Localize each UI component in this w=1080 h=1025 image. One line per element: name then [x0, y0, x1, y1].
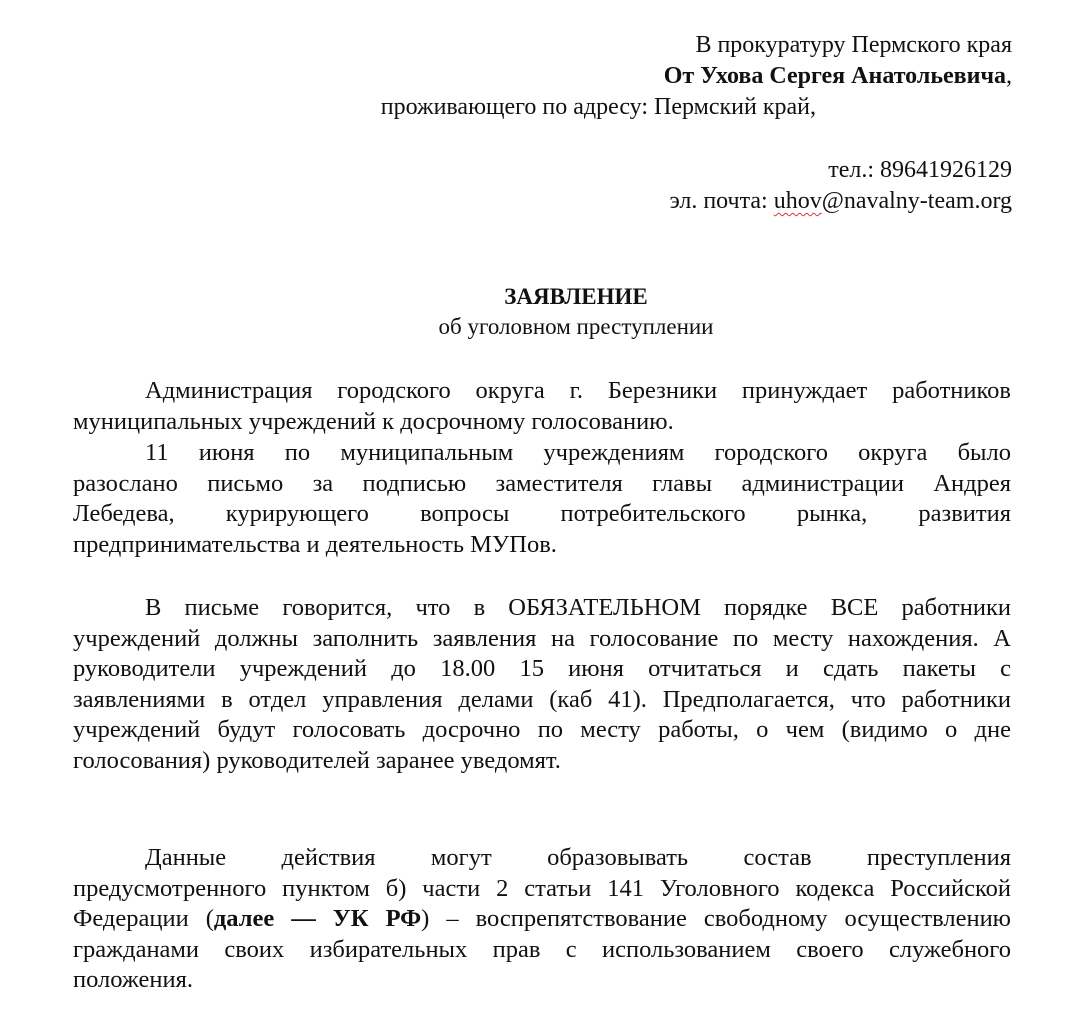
paragraph-4 [73, 843, 1011, 996]
legal-text: Федерации ( [73, 905, 214, 932]
address-line: проживающего по адресу: Пермский край, [380, 94, 816, 120]
document-title: ЗАЯВЛЕНИЕ [504, 284, 648, 309]
paragraph-line: Данные действия могут образовывать состав преступления [145, 844, 1011, 871]
document-subtitle: об уголовном преступлении [438, 314, 714, 339]
sender-comma: , [1006, 63, 1012, 89]
legal-abbreviation: далее — УК РФ [213, 905, 422, 932]
email-label: эл. почта: [669, 188, 774, 214]
paragraph-line: заявлениями в отдел управления делами (каб 41). Предполагается, что работники [73, 685, 1011, 713]
email-line [669, 186, 1012, 216]
paragraph-line: разослано письмо за подписью заместителя главы администрации Андрея [73, 469, 1011, 497]
paragraph-line: муниципальных учреждений к досрочному голосованию. [73, 407, 674, 435]
recipient-line: В прокуратуру Пермского края [695, 32, 1012, 58]
sender-line [664, 61, 1012, 91]
paragraph-line: предусмотренного пунктом б) части 2 статьи 141 Уголовного кодекса Российской [73, 874, 1011, 902]
phone-line: тел.: 89641926129 [828, 157, 1012, 183]
paragraph-line: голосования) руководителей заранее уведомят. [73, 746, 561, 774]
paragraph-line: гражданами своих избирательных прав с использованием своего служебного [73, 935, 1011, 963]
paragraph-line: предпринимательства и деятельность МУПов. [73, 530, 557, 558]
paragraph-3 [73, 593, 1011, 776]
email-domain: @navalny-team.org [821, 188, 1012, 214]
paragraph-line: учреждений будут голосовать досрочно по месту работы, о чем (видимо о дне [73, 716, 1011, 743]
paragraph-line: положения. [73, 966, 193, 993]
paragraph-line: руководители учреждений до 18.00 15 июня отчитаться и сдать пакеты с [73, 655, 1011, 682]
paragraph-2 [73, 438, 1011, 560]
paragraph-line: Администрация городского округа г. Березники принуждает работников [145, 377, 1011, 404]
sender-name: От Ухова Сергея Анатольевича [663, 63, 1006, 89]
email-user: uhov [773, 188, 822, 214]
legal-text: ) – воспрепятствование свободному осуществлению [421, 905, 1011, 932]
paragraph-line: 11 июня по муниципальным учреждениям городского округа было [145, 439, 1011, 466]
paragraph-line: учреждений должны заполнить заявления на голосование по месту нахождения. А [73, 624, 1011, 652]
paragraph-line: В письме говорится, что в ОБЯЗАТЕЛЬНОМ порядке ВСЕ работники [145, 594, 1011, 621]
paragraph-1 [73, 376, 1011, 437]
paragraph-line [73, 904, 1011, 935]
paragraph-line: Лебедева, курирующего вопросы потребительского рынка, развития [73, 500, 1011, 527]
